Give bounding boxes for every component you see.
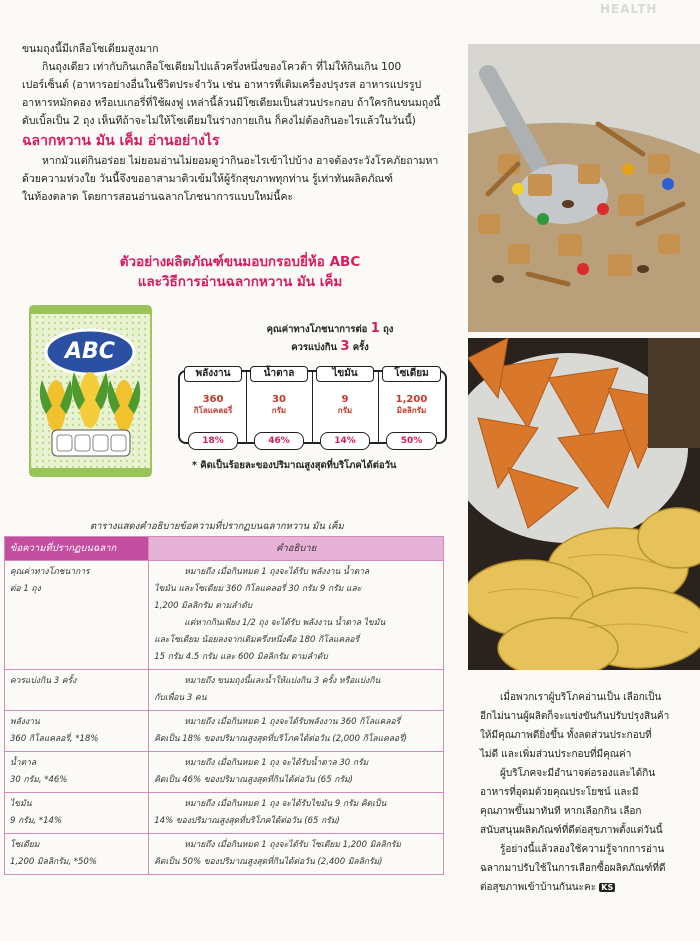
row-label: คุณค่าทางโภชนาการ ต่อ 1 ถุง bbox=[5, 561, 149, 670]
nutrient-unit: มิลลิกรัม bbox=[396, 406, 427, 415]
nutrient-value: 9 bbox=[341, 394, 349, 405]
snack-mix-photo bbox=[468, 44, 700, 332]
row-description: หมายถึง เมื่อกินหมด 1 ถุง จะได้รับไขมัน 9 กรัม คิดเป็น 14% ของปริมาณสูงสุดที่บริโภคได้ต่อวัน (65 กรัม) bbox=[149, 793, 444, 834]
row-label: โซเดียม 1,200 มิลลิกรัม, *50% bbox=[5, 834, 149, 875]
row-label: พลังงาน 360 กิโลแคลอรี่, *18% bbox=[5, 711, 149, 752]
nutrient-percent: 50% bbox=[386, 432, 437, 450]
table-row bbox=[5, 834, 444, 875]
row-description: หมายถึง เมื่อกินหมด 1 ถุงจะได้รับ โซเดียม 1,200 มิลลิกรัม คิดเป็น 50% ของปริมาณสูงสุดที่กินได้ต่อวัน (2,400 มิลลิกรัม) bbox=[149, 834, 444, 875]
nutrition-title-unit: ถุง bbox=[383, 324, 394, 335]
nutrition-title-number: 1 bbox=[370, 321, 380, 336]
nutrient-unit: กรัม bbox=[337, 406, 353, 415]
nutrient-sodium bbox=[378, 368, 445, 446]
example-title bbox=[30, 252, 450, 292]
nutrient-percent: 18% bbox=[188, 432, 238, 450]
intro-block bbox=[22, 40, 462, 206]
example-title-line: ตัวอย่างผลิตภัณฑ์ขนมอบกรอบยี่ห้อ ABC bbox=[119, 254, 361, 270]
nutrition-title bbox=[190, 320, 470, 356]
nutrient-unit: กรัม bbox=[271, 406, 287, 415]
intro-paragraph-line: เปอร์เซ็นต์ (อาหารอย่างอื่นในชีวิตประจำวัน เช่น อาหารที่เติมเครื่องปรุงรส อาหารแปรรูป bbox=[22, 79, 422, 91]
nutrient-sugar bbox=[246, 368, 313, 446]
nutrition-facts-box bbox=[178, 370, 447, 444]
nutrition-title-text: คุณค่าทางโภชนาการต่อ bbox=[266, 324, 368, 335]
nutrient-percent: 46% bbox=[254, 432, 304, 450]
row-description: หมายถึง เมื่อกินหมด 1 ถุงจะได้รับ พลังงาน น้ำตาล ไขมัน และโซเดียม 360 กิโลแคลอรี่ 30 กรัม 9 กรัม และ 1,200 มิลลิกรัม ตามลำดับ แต่หากกินเพียง 1/2 ถุง จะได้รับ พลังงาน น้ำตาล ไขมัน และโซเดียม น้อยลงจากเดิมครึ่งหนึ่งคือ 180 กิโลแคลอรี่ 15 กรัม 4.5 กรัม และ 600 มิลลิกรัม ตามลำดับ bbox=[149, 561, 444, 670]
row-description: หมายถึง เมื่อกินหมด 1 ถุงจะได้รับพลังงาน 360 กิโลแคลอรี่ คิดเป็น 18% ของปริมาณสูงสุดที่บริโภคได้ต่อวัน (2,000 กิโลแคลอรี่) bbox=[149, 711, 444, 752]
row-label: ไขมัน 9 กรัม, *14% bbox=[5, 793, 149, 834]
conclusion-block: เมื่อพวกเราผู้บริโภคอ่านเป็น เลือกเป็น อีกไม่นานผู้ผลิตก็จะแข่งขันกันปรับปรุงสินค้า ให้มีคุณภาพดียิ่งขึ้น ทั้งลดส่วนประกอบที่ ไม่ดี และเพิ่มส่วนประกอบที่มีคุณค่า ผู้บริโภคจะมีอำนาจต่อรองและได้กิน อาหารที่อุดมด้วยคุณประโยชน์ และมี คุณภาพขึ้นมาทันที หากเลือกกิน เลือก สนับสนุนผลิตภัณฑ์ที่ดีต่อสุขภาพตั้งแต่วันนี้ รู้อย่างนี้แล้วลองใช้ความรู้จากการอ่าน ฉลากมาปรับใช้ในการเลือกซื้อผลิตภัณฑ์ที่ดี ต่อสุขภาพเข้าบ้านกันนะคะ KS bbox=[480, 692, 670, 893]
intro-paragraph-line: กินถุงเดียว เท่ากับกินเกลือโซเดียมไปแล้วครึ่งหนึ่งของโควต้า ที่ไม่ให้กินเกิน 100 bbox=[42, 61, 402, 73]
nutrient-label: ไขมัน bbox=[316, 366, 374, 382]
section-heading: ฉลากหวาน มัน เค็ม อ่านอย่างไร bbox=[22, 133, 220, 149]
nutrient-value: 360 bbox=[202, 394, 224, 405]
intro-paragraph-line: อาหารหมักดอง หรือเบเกอรี่ที่ใช้ผงฟู เหล่านี้ล้วนมีโซเดียมเป็นส่วนประกอบ ถ้าใครกินขนมถุงนี้ bbox=[22, 97, 441, 109]
table-header-label: ข้อความที่ปรากฏบนฉลาก bbox=[5, 537, 149, 561]
nutrition-title-unit: ครั้ง bbox=[352, 342, 369, 353]
table-caption: ตารางแสดงคำอธิบายข้อความที่ปรากฏบนฉลากหวาน มัน เค็ม bbox=[90, 521, 344, 532]
example-title-line: และวิธีการอ่านฉลากหวาน มัน เค็ม bbox=[137, 274, 343, 290]
nutrient-label: น้ำตาล bbox=[250, 366, 308, 382]
nutrition-title-number: 3 bbox=[340, 339, 350, 354]
nutrient-value: 30 bbox=[272, 394, 286, 405]
row-label: ควรแบ่งกิน 3 ครั้ง bbox=[5, 670, 149, 711]
table-row bbox=[5, 793, 444, 834]
nutrient-energy bbox=[180, 368, 247, 446]
end-mark: KS bbox=[601, 883, 614, 892]
explanation-table bbox=[4, 536, 444, 875]
nutrient-label: พลังงาน bbox=[184, 366, 242, 382]
section-tag: HEALTH bbox=[600, 2, 658, 16]
intro-paragraph-line: หากมัวแต่กินอร่อย ไม่ยอมอ่านไม่ยอมดูว่ากินอะไรเข้าไปบ้าง อาจต้องระวังโรคภัยถามหา bbox=[42, 155, 439, 167]
nutrition-title-text: ควรแบ่งกิน bbox=[291, 342, 338, 353]
table-row bbox=[5, 561, 444, 670]
row-label: น้ำตาล 30 กรัม, *46% bbox=[5, 752, 149, 793]
table-row bbox=[5, 752, 444, 793]
nutrient-percent: 14% bbox=[320, 432, 370, 450]
intro-paragraph-line: ดับเบิ้ลเป็น 2 ถุง เห็นทีถ้าจะไม่ให้โซเดียมในร่างกายเกิน ก็คงไม่ต้องกินอะไรแล้วในวันนี้) bbox=[22, 115, 416, 127]
row-description: หมายถึง เมื่อกินหมด 1 ถุง จะได้รับน้ำตาล 30 กรัม คิดเป็น 46% ของปริมาณสูงสุดที่กินได้ต่อวัน (65 กรัม) bbox=[149, 752, 444, 793]
nutrient-label: โซเดียม bbox=[382, 366, 441, 382]
chips-photo bbox=[468, 338, 700, 670]
table-header-description: คำอธิบาย bbox=[149, 537, 444, 561]
intro-paragraph-line: ในท้องตลาด โดยการสอนอ่านฉลากโภชนาการแบบใหม่นี้คะ bbox=[22, 191, 294, 203]
product-package-image bbox=[28, 302, 153, 480]
nutrition-footnote: * คิดเป็นร้อยละของปริมาณสูงสุดที่บริโภคได้ต่อวัน bbox=[192, 460, 397, 471]
nutrient-value: 1,200 bbox=[395, 394, 428, 405]
nutrient-unit: กิโลแคลอรี่ bbox=[193, 406, 233, 415]
intro-line: ขนมถุงนี้มีเกลือโซเดียมสูงมาก bbox=[22, 43, 159, 55]
row-description: หมายถึง ขนมถุงนี้และน้ำให้แบ่งกิน 3 ครั้ง หรือแบ่งกิน กับเพื่อน 3 คน bbox=[149, 670, 444, 711]
table-row bbox=[5, 670, 444, 711]
intro-paragraph-line: ด้วยความห่วงใย วันนี้จึงขออาสามาติวเข้มให้ผู้รักสุขภาพทุกท่าน รู้เท่าทันผลิตภัณฑ์ bbox=[22, 173, 393, 185]
nutrient-fat bbox=[312, 368, 379, 446]
table-row bbox=[5, 711, 444, 752]
product-brand: ABC bbox=[65, 339, 115, 364]
table-header-row bbox=[5, 537, 444, 561]
